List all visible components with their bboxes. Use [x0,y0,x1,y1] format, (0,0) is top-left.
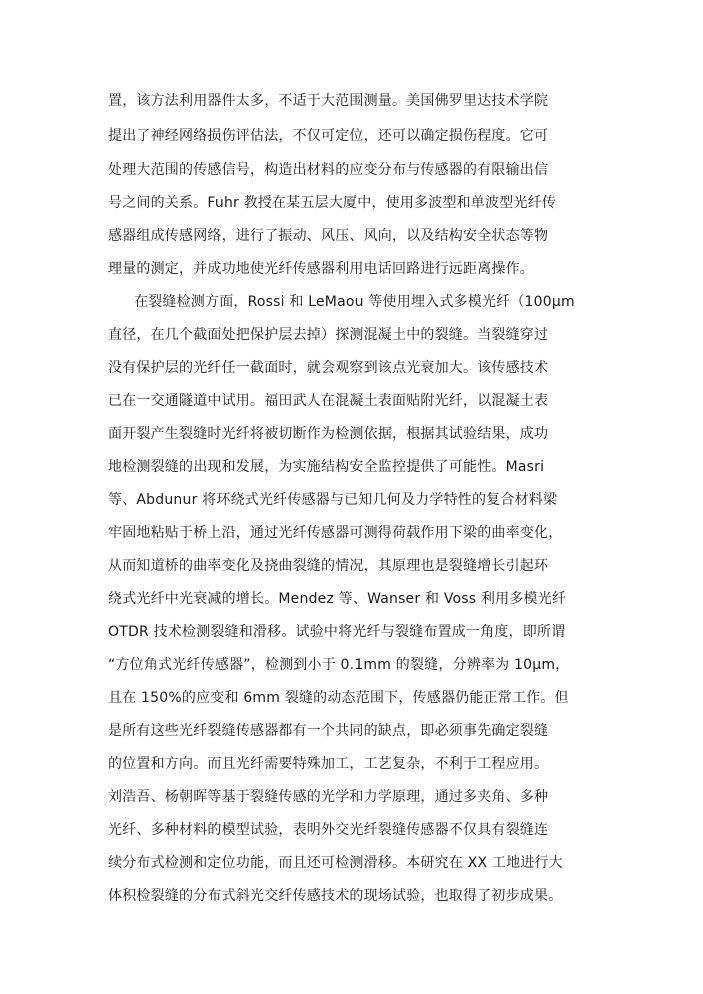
text-line: OTDR 技术检测裂缝和滑移。试验中将光纤与裂缝布置成一角度，即所谓 [108,624,566,640]
text-line: 置，该方法利用器件太多，不适于大范围测量。美国佛罗里达技术学院 [108,93,549,109]
text-line: 的位置和方向。而且光纤需要特殊加工，工艺复杂，不利于工程应用。 [108,756,549,772]
text-line: 续分布式检测和定位功能，而且还可检测滑移。本研究在 XX 工地进行大 [108,855,563,871]
paragraph-start-line: 在裂缝检测方面，Rossi 和 LeMaou 等使用埋入式多模光纤（100μm [134,294,575,310]
text-line: 体积检裂缝的分布式斜光交纤传感技术的现场试验，也取得了初步成果。 [108,888,563,904]
text-line: 面开裂产生裂缝时光纤将被切断作为检测依据，根据其试验结果，成功 [108,426,549,442]
text-line: 已在一交通隧道中试用。福田武人在混凝土表面贴附光纤，以混凝土表 [108,393,549,409]
text-line: 提出了神经网络损伤评估法，不仅可定位，还可以确定损伤程度。它可 [108,128,549,144]
text-line: 直径，在几个截面处把保护层去掉）探测混凝土中的裂缝。当裂缝穿过 [108,327,549,343]
text-line: 且在 150%的应变和 6mm 裂缝的动态范围下，传感器仍能正常工作。但 [108,690,569,706]
text-line: 没有保护层的光纤任一截面时，就会观察到该点光衰加大。该传感技术 [108,360,549,376]
text-line: 号之间的关系。Fuhr 教授在某五层大厦中，使用多波型和单波型光纤传 [108,195,557,211]
text-line: 理量的测定，并成功地使光纤传感器利用电话回路进行远距离操作。 [108,261,534,277]
text-line: 是所有这些光纤裂缝传感器都有一个共同的缺点，即必须事先确定裂缝 [108,723,549,739]
text-line: 刘浩吾、杨朝晖等基于裂缝传感的光学和力学原理，通过多夹角、多种 [108,789,549,805]
text-line: 感器组成传感网络，进行了振动、风压、风向，以及结构安全状态等物 [108,228,549,244]
text-line: 地检测裂缝的出现和发展，为实施结构安全监控提供了可能性。Masri [108,459,545,475]
text-line: 从而知道桥的曲率变化及挠曲裂缝的情况，其原理也是裂缝增长引起环 [108,558,549,574]
text-line: “方位角式光纤传感器”，检测到小于 0.1mm 的裂缝，分辨率为 10μm， [108,657,570,673]
text-line: 等、Abdunur 将环绕式光纤传感器与已知几何及力学特性的复合材料梁 [108,492,558,508]
text-line: 绕式光纤中光衰减的增长。Mendez 等、Wanser 和 Voss 利用多模光纤 [108,591,567,607]
text-line: 处理大范围的传感信号，构造出材料的应变分布与传感器的有限输出信 [108,162,549,178]
text-line: 牢固地粘贴于桥上沿，通过光纤传感器可测得荷载作用下梁的曲率变化， [108,525,563,541]
text-line: 光纤、多种材料的模型试验，表明外交光纤裂缝传感器不仅具有裂缝连 [108,822,549,838]
